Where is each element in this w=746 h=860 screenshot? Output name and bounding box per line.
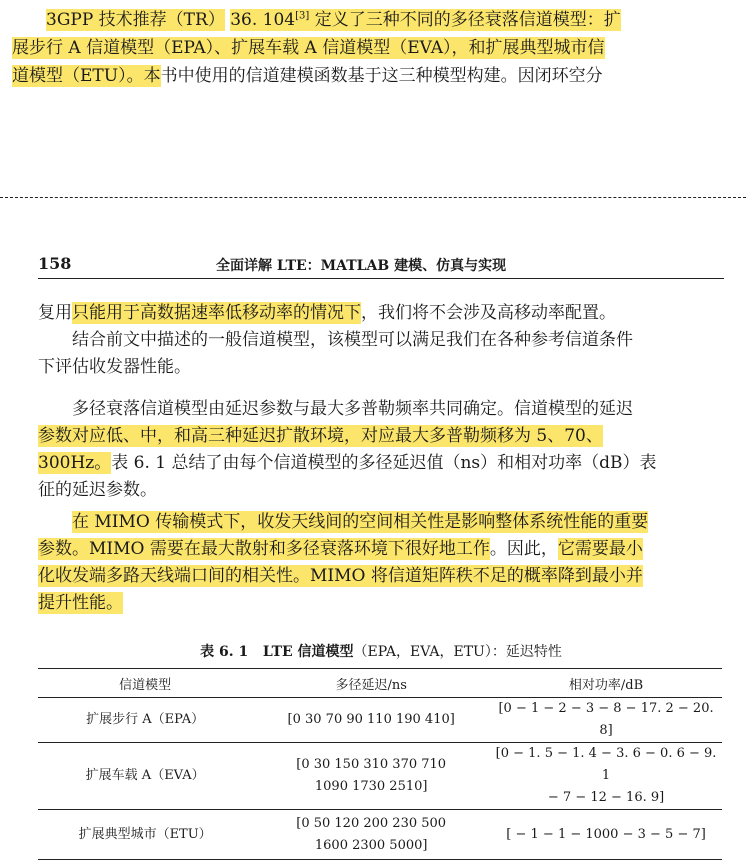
caption-subtitle: （EPA，EVA，ETU）：延迟特性 — [353, 644, 562, 660]
highlight: 道模型（ETU）。本 — [12, 66, 161, 86]
delay-cell: [0 30 70 90 110 190 410] — [252, 698, 490, 743]
delay-cell: [0 50 120 200 230 500 1600 2300 5000] — [252, 810, 490, 860]
top-paragraph — [12, 6, 712, 90]
highlight: 提升性能。 — [38, 593, 123, 613]
power-cell: [ − 1 − 1 − 1000 − 3 − 5 − 7] — [490, 810, 722, 860]
page-number: 158 — [38, 254, 72, 273]
running-title: 全面详解 LTE：MATLAB 建模、仿真与实现 — [216, 258, 507, 274]
page-separator — [0, 197, 746, 198]
header-cell: 信道模型 — [38, 669, 252, 698]
highlight: 参数对应低、中，和高三种延迟扩散环境，对应最大多普勒频移为 5、70、 — [38, 426, 603, 446]
highlight: 展步行 A 信道模型（EPA）、扩展车载 A 信道模型（EVA），和扩展典型城市信 — [12, 38, 605, 58]
highlight: 36. 104[3] 定义了三种不同的多径衰落信道模型：扩 — [230, 10, 621, 30]
model-cell: 扩展步行 A（EPA） — [38, 698, 252, 743]
header-cell: 相对功率/dB — [490, 669, 722, 698]
highlight: 参数。MIMO 需要在最大散射和多径衰落环境下很好地工作 — [38, 539, 490, 559]
model-cell: 扩展车载 A（EVA） — [38, 743, 252, 810]
paragraph-4: 在 MIMO 传输模式下，收发天线间的空间相关性是影响整体系统性能的重要 参数。MIMO 需要在最大散射和多径衰落环境下很好地工作。因此，它需要最小 化收发端多路天线端口间的相关性。MIMO 将信道矩阵秩不足的概率降到最小并 提升性能。 — [38, 512, 649, 613]
model-cell: 扩展典型城市（ETU） — [38, 810, 252, 860]
top-line-2 — [12, 34, 712, 62]
highlight: 化收发端多路天线端口间的相关性。MIMO 将信道矩阵秩不足的概率降到最小并 — [38, 566, 643, 586]
power-cell: [0 − 1 − 2 − 3 − 8 − 17. 2 − 20. 8] — [490, 698, 722, 743]
delay-table — [38, 668, 722, 860]
citation-superscript: [3] — [295, 10, 310, 22]
highlight: 它需要最小 — [557, 539, 643, 559]
highlight: 在 MIMO 传输模式下，收发天线间的空间相关性是影响整体系统性能的重要 — [72, 512, 649, 532]
delay-cell: [0 30 150 310 370 710 1090 1730 2510] — [252, 743, 490, 810]
page-header — [38, 248, 724, 279]
paragraph-3: 多径衰落信道模型由延迟参数与最大多普勒频率共同确定。信道模型的延迟 参数对应低、中，和高三种延迟扩散环境，对应最大多普勒频移为 5、70、 300Hz。表 6. 1 总结了由每个信道模型的多径延迟值（ns）和相对功率（dB）表 征的延迟参数。 — [38, 399, 657, 500]
header-cell: 多径延迟/ns — [252, 669, 490, 698]
power-cell: [0 − 1. 5 − 1. 4 − 3. 6 − 0. 6 − 9. 1 − 7 − 12 − 16. 9] — [490, 743, 722, 810]
table-header-row — [38, 669, 722, 698]
caption-title: LTE 信道模型 — [262, 644, 354, 660]
table-row — [38, 743, 722, 810]
paragraph-1: 复用只能用于高数据速率低移动率的情况下，我们将不会涉及高移动率配置。 — [38, 303, 616, 323]
caption-label: 表 6. 1 — [200, 644, 249, 660]
paragraph-2: 结合前文中描述的一般信道模型，该模型可以满足我们在各种参考信道条件 下评估收发器性能。 — [38, 330, 633, 377]
table-row — [38, 810, 722, 860]
highlight: 300Hz。 — [38, 453, 112, 473]
highlight: 3GPP 技术推荐（TR） — [46, 10, 225, 30]
table-row — [38, 698, 722, 743]
top-line-3: 道模型（ETU）。本书中使用的信道建模函数基于这三种模型构建。因闭环空分 — [12, 66, 603, 86]
highlight: 只能用于高数据速率低移动率的情况下 — [72, 303, 361, 323]
table-caption — [38, 641, 724, 661]
top-line-1 — [12, 6, 712, 34]
